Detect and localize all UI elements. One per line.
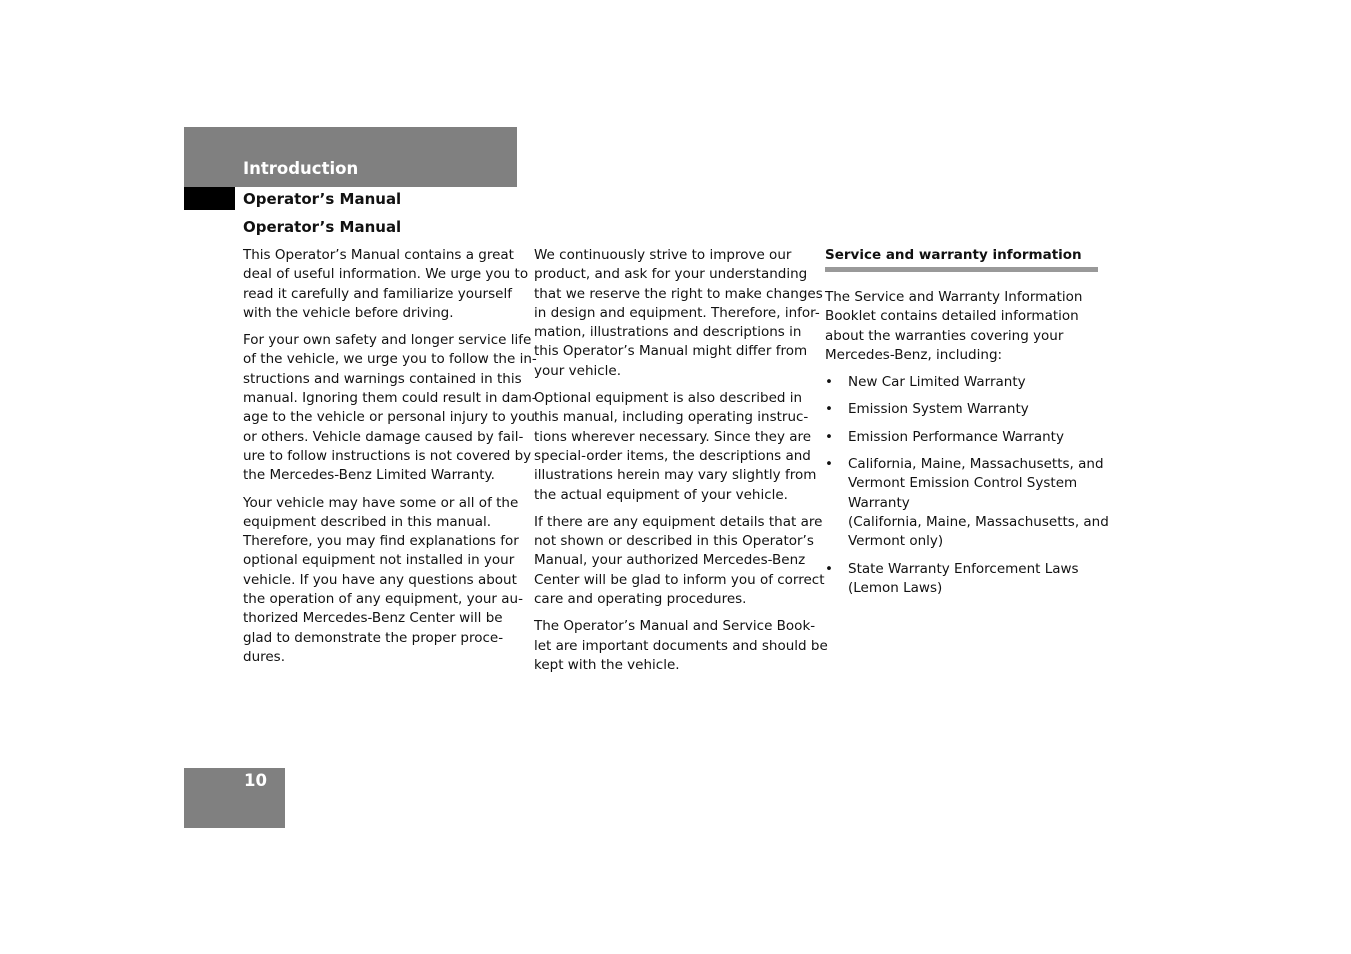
- text-line: read it carefully and familiarize yourself: [243, 285, 512, 302]
- text-line: the actual equipment of your vehicle.: [534, 486, 788, 503]
- text-line: care and operating procedures.: [534, 591, 747, 608]
- text-line: Emission Performance Warranty: [848, 428, 1064, 445]
- paragraph: [534, 389, 817, 505]
- text-line: Optional equipment is also described in: [534, 390, 803, 407]
- paragraph: [534, 246, 823, 381]
- text-line: optional equipment not installed in your: [243, 552, 515, 569]
- text-line: The Service and Warranty Information: [825, 289, 1083, 305]
- warranty-list: [825, 373, 1109, 598]
- text-line: Emission System Warranty: [848, 401, 1029, 418]
- paragraph: [534, 617, 828, 675]
- subsection-title: Operator’s Manual: [243, 190, 402, 208]
- text-line: (California, Maine, Massachusetts, and: [848, 513, 1109, 530]
- text-line: product, and ask for your understanding: [534, 266, 808, 283]
- text-line: the operation of any equipment, your au-: [243, 591, 523, 608]
- warranty-heading: Service and warranty information: [825, 247, 1082, 263]
- list-item: [825, 428, 1101, 447]
- text-line: New Car Limited Warranty: [848, 374, 1026, 391]
- text-line: For your own safety and longer service life: [243, 332, 532, 349]
- text-line: (Lemon Laws): [848, 579, 943, 596]
- text-line: age to the vehicle or personal injury to you: [243, 409, 535, 426]
- text-line: kept with the vehicle.: [534, 656, 680, 673]
- text-line: with the vehicle before driving.: [243, 304, 454, 321]
- text-line: thorized Mercedes-Benz Center will be: [243, 610, 503, 627]
- text-line: Warranty: [848, 494, 910, 511]
- bullet-icon: •: [825, 560, 833, 577]
- text-line: equipment described in this manual.: [243, 513, 492, 530]
- text-line: Vermont Emission Control System: [848, 475, 1078, 492]
- text-line: The Operator’s Manual and Service Book-: [534, 618, 816, 635]
- list-item: [825, 400, 1101, 419]
- text-line: manual. Ignoring them could result in dam-: [243, 390, 537, 407]
- text-line: Therefore, you may find explanations for: [243, 533, 519, 550]
- text-line: California, Maine, Massachusetts, and: [848, 456, 1104, 473]
- page-number-box: [184, 768, 285, 828]
- text-line: tions wherever necessary. Since they are: [534, 428, 812, 445]
- page-heading: Operator’s Manual: [243, 218, 402, 236]
- text-line: Your vehicle may have some or all of the: [243, 494, 519, 511]
- text-line: illustrations herein may vary slightly from: [534, 467, 817, 484]
- text-line: the Mercedes-Benz Limited Warranty.: [243, 467, 495, 484]
- text-line: not shown or described in this Operator’s: [534, 533, 814, 550]
- list-item: [825, 560, 1101, 599]
- text-line: your vehicle.: [534, 362, 622, 379]
- paragraph: [243, 246, 529, 323]
- bullet-icon: •: [825, 401, 833, 418]
- text-line: We continuously strive to improve our: [534, 247, 792, 263]
- paragraph: [243, 331, 537, 485]
- text-line: dures.: [243, 648, 286, 665]
- list-item: [825, 373, 1101, 392]
- paragraph: [825, 288, 1101, 365]
- text-line: structions and warnings contained in this: [243, 370, 522, 387]
- text-line: If there are any equipment details that are: [534, 513, 823, 530]
- text-column-1: [243, 246, 537, 675]
- text-line: glad to demonstrate the proper proce-: [243, 629, 504, 646]
- text-line: mation, illustrations and descriptions in: [534, 324, 802, 341]
- paragraph: [243, 494, 521, 668]
- text-line: this manual, including operating instruc-: [534, 409, 809, 426]
- text-line: State Warranty Enforcement Laws: [848, 560, 1079, 577]
- text-line: This Operator’s Manual contains a great: [243, 247, 514, 263]
- text-column-2: [534, 246, 828, 683]
- text-line: Vermont only): [848, 533, 944, 550]
- text-line: about the warranties covering your: [825, 327, 1064, 344]
- text-line: or others. Vehicle damage caused by fail-: [243, 428, 524, 445]
- text-column-3: [825, 246, 1109, 606]
- heading-rule: [825, 267, 1098, 272]
- text-line: this Operator’s Manual might differ from: [534, 343, 808, 360]
- header-band: [184, 127, 517, 187]
- bullet-icon: •: [825, 456, 833, 473]
- section-title: Introduction: [243, 159, 359, 178]
- text-line: deal of useful information. We urge you to: [243, 266, 529, 283]
- text-line: let are important documents and should be: [534, 637, 828, 654]
- bullet-icon: •: [825, 428, 833, 445]
- text-line: special-order items, the descriptions and: [534, 447, 811, 464]
- text-line: that we reserve the right to make changes: [534, 285, 823, 302]
- text-line: Mercedes-Benz, including:: [825, 346, 1003, 363]
- text-line: Manual, your authorized Mercedes-Benz: [534, 552, 806, 569]
- text-line: vehicle. If you have any questions about: [243, 571, 517, 588]
- list-item: [825, 455, 1109, 551]
- text-line: Booklet contains detailed information: [825, 308, 1079, 325]
- text-line: of the vehicle, we urge you to follow the in-: [243, 351, 537, 368]
- text-line: Center will be glad to inform you of correct: [534, 571, 825, 588]
- paragraph: [534, 513, 825, 609]
- text-line: in design and equipment. Therefore, infor-: [534, 304, 820, 321]
- text-line: ure to follow instructions is not covered by: [243, 447, 532, 464]
- bullet-icon: •: [825, 374, 833, 391]
- page-number: 10: [244, 771, 267, 790]
- section-marker: [184, 187, 235, 210]
